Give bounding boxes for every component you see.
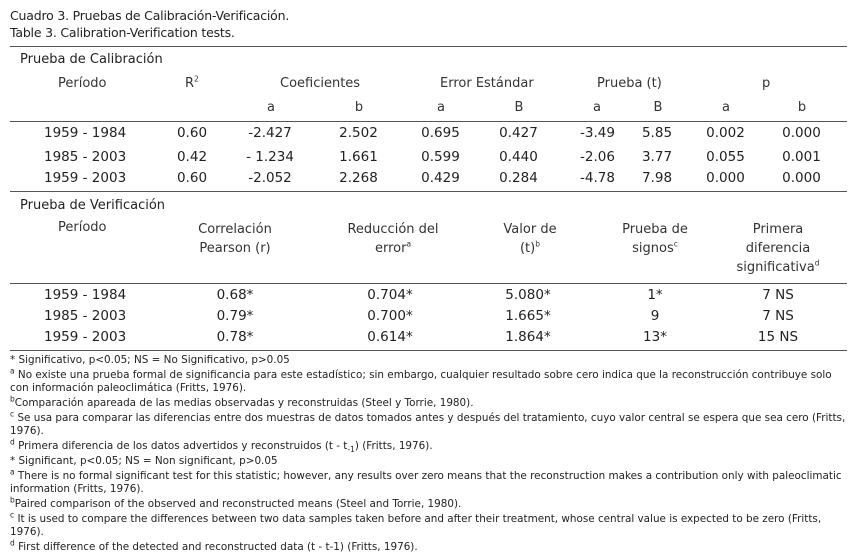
cell-t-a: -4.78 xyxy=(580,170,615,186)
cell-signos: 9 xyxy=(650,308,660,324)
header-r2: $R^2$ xyxy=(185,74,199,91)
cell-coef-a: -2.052 xyxy=(248,170,292,186)
cell-t-a: -3.49 xyxy=(580,125,615,141)
header-prueba-signos: Prueba de signos$^c$ xyxy=(622,222,688,256)
cell-err-a: 0.429 xyxy=(421,170,460,186)
verification-bottom-rule xyxy=(10,350,847,351)
calibration-title: Prueba de Calibración xyxy=(20,52,163,67)
caption-en: Table 3. Calibration-Verification tests. xyxy=(10,25,235,40)
cell-p-a: 0.000 xyxy=(706,170,745,186)
footnote-en-c: $^c$ It is used to compare the differences between two data samples taken before and after their treatment, whose central value is expected to be zero (Fritts, 1976). xyxy=(10,510,822,538)
verification-header-rule xyxy=(10,283,847,284)
cell-p-b: 0.000 xyxy=(782,170,821,186)
header-periodo: Período xyxy=(58,220,107,235)
cell-reduccion: 0.700* xyxy=(367,308,413,324)
header-valor-t: Valor de $(t)^b$ xyxy=(503,222,557,256)
cell-valor-t: 5.080* xyxy=(505,287,551,303)
footnote-es-a: $^a$ No existe una prueba formal de significancia para este estadístico; sin embargo, cualquier resultado sobre cero indica que la reconstrucción contribuye solo con información paleoclimática (Fritts, 1976). xyxy=(10,366,832,394)
cell-periodo: 1985 - 2003 xyxy=(44,149,127,165)
header-correlacion: Correlación Pearson (r) xyxy=(198,222,272,256)
subheader: a xyxy=(593,100,601,115)
cell-p-b: 0.000 xyxy=(782,125,821,141)
footnote-en-sig: * Significant, p<0.05; NS = Non significant, p>0.05 xyxy=(10,455,278,467)
cell-valor-t: 1.864* xyxy=(505,329,551,345)
cell-t-a: -2.06 xyxy=(580,149,615,165)
cell-periodo: 1959 - 2003 xyxy=(44,329,127,345)
header-prueba-t: Prueba (t) xyxy=(597,76,662,91)
footnote-es-sig: * Significativo, p<0.05; NS = No Significativo, p>0.05 xyxy=(10,354,290,366)
cell-err-b: 0.440 xyxy=(499,149,538,165)
cell-err-a: 0.599 xyxy=(421,149,460,165)
cell-signos: 13* xyxy=(643,329,667,345)
header-coeficientes: Coeficientes xyxy=(280,76,361,91)
cell-correlacion: 0.78* xyxy=(216,329,254,345)
cell-correlacion: 0.68* xyxy=(216,287,254,303)
cell-periodo: 1985 - 2003 xyxy=(44,308,127,324)
footnote-en-b: $^b$Paired comparison of the observed and reconstructed means (Steel and Torrie, 1980). xyxy=(10,495,462,510)
cell-coef-b: 2.502 xyxy=(339,125,378,141)
calibration-bottom-rule xyxy=(10,191,847,192)
cell-r2: 0.60 xyxy=(176,170,208,186)
subheader: B xyxy=(514,100,524,115)
cell-coef-a: - 1.234 xyxy=(246,149,294,165)
header-primera-diferencia: Primera diferencia significativa$^d$ xyxy=(736,222,820,275)
cell-periodo: 1959 - 1984 xyxy=(44,287,127,303)
cell-signos: 1* xyxy=(647,287,663,303)
cell-t-b: 7.98 xyxy=(641,170,673,186)
cell-p-b: 0.001 xyxy=(782,149,821,165)
cell-p-a: 0.002 xyxy=(706,125,745,141)
footnote-en-d: $^d$ First difference of the detected and reconstructed data (t - t-1) (Fritts, 1976). xyxy=(10,538,418,553)
subheader: B xyxy=(653,100,663,115)
cell-p-a: 0.055 xyxy=(706,149,745,165)
header-p: p xyxy=(762,76,771,91)
cell-periodo: 1959 - 2003 xyxy=(44,170,127,186)
cell-correlacion: 0.79* xyxy=(216,308,254,324)
cell-valor-t: 1.665* xyxy=(505,308,551,324)
cell-coef-a: -2.427 xyxy=(248,125,292,141)
header-error-estandar: Error Estándar xyxy=(440,76,534,91)
footnote-en-a: $^a$ There is no formal significant test for this statistic; however, any results over zero means that the reconstruction makes a contribution only with paleoclimatic information (Fritts, 1976). xyxy=(10,467,842,495)
top-rule xyxy=(10,46,847,47)
cell-r2: 0.60 xyxy=(176,125,208,141)
footnote-es-d: $^d$ Primera diferencia de los datos advertidos y reconstruidos $(t - t_{-1})$ (Fritts, 1976). xyxy=(10,437,433,455)
cell-periodo: 1959 - 1984 xyxy=(44,125,127,141)
subheader: a xyxy=(267,100,275,115)
cell-err-b: 0.284 xyxy=(499,170,538,186)
verification-title: Prueba de Verificación xyxy=(20,198,166,213)
cell-primera: 15 NS xyxy=(757,329,799,345)
subheader: b xyxy=(354,100,364,115)
header-periodo: Período xyxy=(58,76,107,91)
cell-t-b: 5.85 xyxy=(641,125,673,141)
cell-err-a: 0.695 xyxy=(421,125,460,141)
footnote-es-c: $^c$ Se usa para comparar las diferencias entre dos muestras de datos tomados antes y después del tratamiento, cuyo valor central se espera que sea cero (Fritts, 1976). xyxy=(10,409,846,437)
header-reduccion: Reducción del error$^a$ xyxy=(347,222,439,256)
cell-err-b: 0.427 xyxy=(499,125,538,141)
cell-primera: 7 NS xyxy=(762,287,794,303)
subheader: a xyxy=(437,100,445,115)
cell-reduccion: 0.704* xyxy=(367,287,413,303)
footnotes xyxy=(10,354,846,554)
cell-coef-b: 2.268 xyxy=(339,170,378,186)
cell-coef-b: 1.661 xyxy=(339,149,378,165)
cell-primera: 7 NS xyxy=(762,308,794,324)
footnote-es-b: $^b$Comparación apareada de las medias observadas y reconstruidas (Steel y Torrie, 1980). xyxy=(10,394,474,409)
caption-es: Cuadro 3. Pruebas de Calibración-Verificación. xyxy=(10,8,290,23)
subheader: a xyxy=(722,100,730,115)
cell-r2: 0.42 xyxy=(176,149,208,165)
cell-t-b: 3.77 xyxy=(641,149,673,165)
calibration-header-rule xyxy=(10,121,847,122)
subheader: b xyxy=(797,100,807,115)
cell-reduccion: 0.614* xyxy=(367,329,413,345)
